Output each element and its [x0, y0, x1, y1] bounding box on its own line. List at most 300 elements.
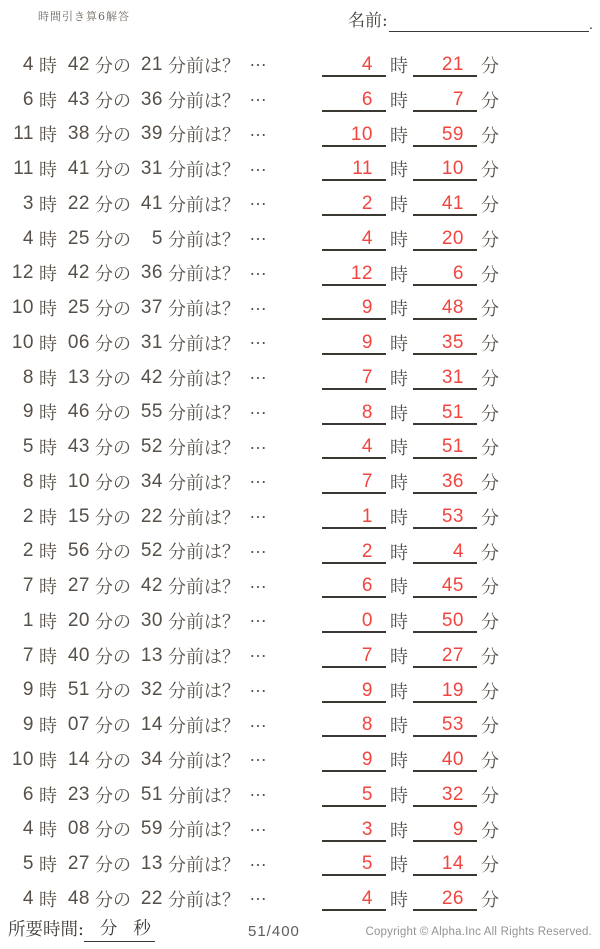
minute-of-label: 分の	[95, 160, 131, 181]
answer-minute-value: 21	[441, 54, 464, 75]
question-subtract-minutes: 36	[140, 88, 163, 110]
answer-hour-blank	[322, 815, 386, 842]
answer-hour-blank	[322, 224, 386, 251]
problem-row	[8, 880, 592, 915]
required-time-minutes-label: 分	[99, 919, 118, 939]
answer-minute-unit-label: 分	[481, 716, 499, 737]
problem-row	[8, 150, 592, 185]
question-minute: 42	[67, 262, 90, 284]
required-time-field	[8, 914, 155, 942]
ellipsis: …	[249, 467, 268, 488]
minutes-before-label: 分前は？	[168, 368, 240, 389]
ellipsis: …	[249, 780, 268, 801]
answer-hour-unit-label: 時	[390, 785, 408, 806]
minute-of-label: 分の	[95, 542, 131, 563]
answer-hour-unit-label: 時	[390, 334, 408, 354]
question-minute: 56	[67, 540, 90, 562]
problem-row	[8, 46, 592, 81]
question-subtract-minutes: 41	[140, 192, 163, 214]
question-hour: 11	[13, 158, 34, 180]
answer-minute-blank	[413, 849, 477, 876]
answer-hour-unit-label: 時	[390, 368, 408, 389]
question-hour: 8	[22, 366, 34, 388]
question-subtract-minutes: 37	[140, 297, 163, 319]
answer-minute-unit-label: 分	[481, 785, 499, 806]
answer-hour-blank	[322, 259, 386, 286]
answer-hour-unit-label: 時	[390, 507, 408, 528]
question-subtract-minutes: 22	[140, 505, 163, 527]
answer-minute-value: 36	[441, 471, 464, 492]
answer-minute-value: 40	[441, 749, 464, 770]
answer-hour-blank	[322, 641, 386, 668]
answer-hour-blank	[322, 606, 386, 633]
answer-minute-value: 51	[441, 401, 464, 423]
answer-hour-blank	[322, 120, 386, 147]
answer-hour-unit-label: 時	[390, 716, 408, 737]
answer-minute-blank	[413, 154, 477, 181]
ellipsis: …	[249, 293, 268, 314]
answer-minute-blank	[413, 259, 477, 286]
question-hour: 2	[22, 540, 34, 562]
question-minute: 14	[67, 748, 90, 770]
problem-row	[8, 533, 592, 568]
required-time-blank-line	[84, 914, 155, 942]
question-hour: 2	[22, 505, 34, 527]
answer-hour-unit-label: 時	[390, 751, 408, 771]
answer-hour-unit-label: 時	[390, 264, 408, 285]
question-subtract-minutes: 42	[140, 575, 163, 597]
minutes-before-label: 分前は？	[168, 194, 240, 215]
answer-hour-value: 0	[361, 610, 373, 631]
question-minute: 07	[67, 714, 90, 736]
answer-hour-value: 4	[361, 54, 373, 75]
answer-hour-unit-label: 時	[390, 890, 408, 910]
minute-of-label: 分の	[95, 820, 131, 841]
minute-of-label: 分の	[95, 785, 131, 806]
minute-of-label: 分の	[95, 646, 131, 667]
minutes-before-label: 分前は？	[168, 125, 240, 146]
minutes-before-label: 分前は？	[168, 889, 240, 910]
answer-hour-value: 4	[361, 227, 373, 249]
answer-hour-blank	[322, 502, 386, 529]
question-subtract-minutes: 21	[140, 53, 163, 75]
question-minute: 40	[67, 644, 90, 666]
ellipsis: …	[249, 849, 268, 870]
question-hour: 7	[22, 575, 34, 597]
hour-unit-label: 時	[39, 785, 57, 806]
answer-minute-value: 59	[441, 123, 464, 145]
minutes-before-label: 分前は？	[168, 90, 240, 111]
problem-row	[8, 706, 592, 741]
answer-minute-blank	[413, 745, 477, 772]
question-hour: 10	[11, 297, 34, 319]
minutes-before-label: 分前は？	[168, 820, 240, 841]
name-line-end-dot: .	[588, 18, 593, 33]
question-minute: 20	[67, 609, 90, 631]
answer-minute-unit-label: 分	[481, 229, 499, 250]
question-subtract-minutes: 30	[140, 609, 163, 631]
question-hour: 1	[22, 609, 34, 631]
answer-minute-unit-label: 分	[481, 507, 499, 528]
ellipsis: …	[249, 606, 268, 627]
answer-hour-value: 5	[361, 853, 373, 875]
minutes-before-label: 分前は？	[168, 646, 240, 667]
answer-hour-unit-label: 時	[390, 299, 408, 320]
answer-minute-unit-label: 分	[481, 125, 499, 146]
answer-minute-value: 31	[441, 366, 464, 388]
question-hour: 9	[22, 401, 34, 423]
answer-hour-blank	[322, 85, 386, 112]
answer-hour-unit-label: 時	[390, 403, 408, 424]
hour-unit-label: 時	[39, 542, 57, 563]
hour-unit-label: 時	[39, 194, 57, 215]
answer-minute-value: 10	[441, 158, 464, 180]
answer-minute-unit-label: 分	[481, 368, 499, 389]
answer-hour-value: 9	[361, 297, 373, 319]
name-field	[348, 6, 593, 32]
question-minute: 43	[67, 88, 90, 110]
minutes-before-label: 分前は？	[168, 472, 240, 493]
answer-minute-unit-label: 分	[481, 646, 499, 667]
answer-hour-unit-label: 時	[390, 438, 408, 459]
problem-row	[8, 672, 592, 707]
answer-minute-unit-label: 分	[481, 90, 499, 111]
answer-minute-blank	[413, 780, 477, 807]
question-hour: 4	[22, 53, 34, 75]
minute-of-label: 分の	[95, 438, 131, 459]
answer-hour-blank	[322, 467, 386, 494]
answer-hour-blank	[322, 293, 386, 320]
question-hour: 9	[22, 714, 34, 736]
question-minute: 25	[67, 227, 90, 249]
question-subtract-minutes: 55	[140, 401, 163, 423]
question-minute: 23	[67, 783, 90, 805]
minute-of-label: 分の	[95, 611, 131, 632]
question-hour: 4	[22, 818, 34, 840]
problem-row	[8, 81, 592, 116]
question-subtract-minutes: 36	[140, 262, 163, 284]
answer-hour-unit-label: 時	[390, 229, 408, 250]
hour-unit-label: 時	[39, 750, 57, 771]
footer	[8, 914, 592, 944]
answer-hour-blank	[322, 154, 386, 181]
question-hour: 5	[22, 436, 34, 458]
ellipsis: …	[249, 432, 268, 453]
question-subtract-minutes: 39	[140, 123, 163, 145]
hour-unit-label: 時	[39, 299, 57, 320]
answer-hour-value: 9	[361, 679, 373, 701]
problem-row	[8, 741, 592, 776]
answer-minute-value: 26	[441, 888, 464, 909]
name-blank-line	[389, 7, 589, 32]
answer-minute-value: 41	[441, 193, 464, 214]
question-subtract-minutes: 52	[140, 436, 163, 458]
problem-row	[8, 567, 592, 602]
ellipsis: …	[249, 814, 268, 835]
question-minute: 13	[67, 366, 90, 388]
answer-hour-unit-label: 時	[390, 612, 408, 632]
answer-minute-value: 53	[441, 505, 464, 527]
question-subtract-minutes: 34	[140, 470, 163, 492]
ellipsis: …	[249, 50, 268, 71]
ellipsis: …	[249, 224, 268, 245]
problem-row	[8, 845, 592, 880]
answer-minute-value: 48	[441, 297, 464, 319]
question-subtract-minutes: 52	[140, 540, 163, 562]
question-minute: 48	[67, 887, 90, 909]
minute-of-label: 分の	[95, 264, 131, 285]
answer-minute-unit-label: 分	[481, 473, 499, 493]
minutes-before-label: 分前は？	[168, 229, 240, 250]
hour-unit-label: 時	[39, 507, 57, 528]
answer-hour-blank	[322, 537, 386, 564]
answer-minute-value: 4	[452, 540, 464, 562]
minutes-before-label: 分前は？	[168, 507, 240, 528]
problem-row	[8, 359, 592, 394]
question-hour: 10	[11, 748, 34, 770]
question-hour: 6	[22, 783, 34, 805]
answer-minute-blank	[413, 363, 477, 390]
question-minute: 38	[67, 123, 90, 145]
answer-minute-blank	[413, 189, 477, 216]
minutes-before-label: 分前は？	[168, 681, 240, 702]
answer-hour-value: 4	[361, 888, 373, 909]
answer-hour-blank	[322, 328, 386, 355]
answer-hour-blank	[322, 189, 386, 216]
answer-hour-unit-label: 時	[390, 577, 408, 598]
minutes-before-label: 分前は？	[168, 611, 240, 632]
hour-unit-label: 時	[39, 646, 57, 667]
question-subtract-minutes: 32	[140, 679, 163, 701]
ellipsis: …	[249, 85, 268, 106]
minute-of-label: 分の	[95, 368, 131, 389]
question-minute: 46	[67, 401, 90, 423]
answer-minute-value: 51	[441, 436, 464, 458]
question-hour: 8	[22, 470, 34, 492]
hour-unit-label: 時	[39, 889, 57, 910]
answer-hour-unit-label: 時	[390, 855, 408, 876]
answer-minute-unit-label: 分	[481, 820, 499, 841]
answer-minute-blank	[413, 328, 477, 355]
answer-minute-blank	[413, 120, 477, 147]
minutes-before-label: 分前は？	[168, 403, 240, 424]
problem-row	[8, 220, 592, 255]
answer-hour-unit-label: 時	[390, 646, 408, 667]
question-subtract-minutes: 34	[140, 748, 163, 770]
minutes-before-label: 分前は？	[168, 333, 240, 354]
answer-minute-value: 32	[441, 783, 464, 805]
answer-minute-unit-label: 分	[481, 264, 499, 285]
minute-of-label: 分の	[95, 90, 131, 111]
question-hour: 5	[22, 853, 34, 875]
answer-hour-value: 6	[361, 575, 373, 597]
question-hour: 9	[22, 679, 34, 701]
answer-minute-unit-label: 分	[481, 890, 499, 910]
problem-row	[8, 289, 592, 324]
answer-minute-value: 19	[441, 679, 464, 701]
minutes-before-label: 分前は？	[168, 750, 240, 771]
answer-minute-blank	[413, 884, 477, 911]
answer-hour-blank	[322, 780, 386, 807]
answer-minute-unit-label: 分	[481, 542, 499, 563]
minute-of-label: 分の	[95, 229, 131, 250]
problem-list	[8, 46, 592, 915]
answer-hour-value: 8	[361, 714, 373, 736]
worksheet-title: 時間引き算6解答	[38, 10, 130, 23]
question-subtract-minutes: 42	[140, 366, 163, 388]
question-minute: 08	[67, 818, 90, 840]
question-subtract-minutes: 14	[140, 714, 163, 736]
answer-hour-unit-label: 時	[390, 160, 408, 181]
name-label: 名前:	[348, 10, 388, 31]
answer-hour-unit-label: 時	[390, 542, 408, 563]
question-subtract-minutes: 51	[140, 783, 163, 805]
question-minute: 27	[67, 575, 90, 597]
question-subtract-minutes: 13	[140, 644, 163, 666]
minute-of-label: 分の	[95, 403, 131, 424]
minute-of-label: 分の	[95, 299, 131, 320]
question-minute: 10	[67, 470, 90, 492]
ellipsis: …	[249, 884, 268, 905]
answer-minute-blank	[413, 467, 477, 494]
question-minute: 43	[67, 436, 90, 458]
minute-of-label: 分の	[95, 507, 131, 528]
answer-hour-value: 9	[361, 332, 373, 353]
minute-of-label: 分の	[95, 55, 131, 76]
problem-row	[8, 811, 592, 846]
minutes-before-label: 分前は？	[168, 160, 240, 181]
minutes-before-label: 分前は？	[168, 855, 240, 876]
hour-unit-label: 時	[39, 125, 57, 146]
answer-minute-blank	[413, 641, 477, 668]
answer-minute-value: 14	[441, 853, 464, 875]
problem-row	[8, 463, 592, 498]
ellipsis: …	[249, 328, 268, 349]
answer-hour-value: 6	[361, 88, 373, 110]
minutes-before-label: 分前は？	[168, 55, 240, 76]
hour-unit-label: 時	[39, 855, 57, 876]
answer-minute-unit-label: 分	[481, 299, 499, 320]
hour-unit-label: 時	[39, 438, 57, 459]
answer-hour-blank	[322, 50, 386, 77]
required-time-seconds-label: 秒	[133, 919, 151, 939]
answer-hour-blank	[322, 432, 386, 459]
minutes-before-label: 分前は？	[168, 264, 240, 285]
problem-row	[8, 776, 592, 811]
question-minute: 22	[67, 192, 90, 214]
answer-hour-value: 8	[361, 401, 373, 423]
answer-minute-unit-label: 分	[481, 681, 499, 702]
ellipsis: …	[249, 502, 268, 523]
ellipsis: …	[249, 745, 268, 766]
minute-of-label: 分の	[95, 333, 131, 354]
question-subtract-minutes: 13	[140, 853, 163, 875]
answer-hour-blank	[322, 398, 386, 425]
answer-minute-blank	[413, 815, 477, 842]
answer-hour-unit-label: 時	[390, 473, 408, 493]
minutes-before-label: 分前は？	[168, 716, 240, 737]
answer-hour-blank	[322, 571, 386, 598]
hour-unit-label: 時	[39, 333, 57, 354]
answer-minute-blank	[413, 502, 477, 529]
problem-row	[8, 394, 592, 429]
problem-row	[8, 428, 592, 463]
minute-of-label: 分の	[95, 125, 131, 146]
answer-minute-blank	[413, 537, 477, 564]
answer-minute-blank	[413, 293, 477, 320]
question-minute: 25	[67, 297, 90, 319]
answer-hour-unit-label: 時	[390, 125, 408, 146]
hour-unit-label: 時	[39, 55, 57, 76]
problem-row	[8, 498, 592, 533]
minutes-before-label: 分前は？	[168, 542, 240, 563]
answer-hour-value: 4	[361, 436, 373, 458]
answer-minute-unit-label: 分	[481, 334, 499, 354]
minutes-before-label: 分前は？	[168, 438, 240, 459]
question-hour: 4	[22, 887, 34, 909]
answer-hour-blank	[322, 710, 386, 737]
minute-of-label: 分の	[95, 750, 131, 771]
minute-of-label: 分の	[95, 855, 131, 876]
minute-of-label: 分の	[95, 889, 131, 910]
answer-hour-blank	[322, 849, 386, 876]
question-subtract-minutes: 31	[140, 331, 163, 353]
answer-hour-value: 9	[361, 749, 373, 770]
ellipsis: …	[249, 536, 268, 557]
hour-unit-label: 時	[39, 472, 57, 493]
answer-hour-unit-label: 時	[390, 820, 408, 841]
question-hour: 12	[11, 262, 34, 284]
problem-row	[8, 637, 592, 672]
question-subtract-minutes: 31	[140, 158, 163, 180]
question-hour: 6	[22, 88, 34, 110]
answer-hour-value: 10	[350, 123, 373, 145]
answer-hour-unit-label: 時	[390, 90, 408, 111]
ellipsis: …	[249, 710, 268, 731]
ellipsis: …	[249, 189, 268, 210]
answer-minute-value: 50	[441, 610, 464, 631]
page-number: 51/400	[248, 923, 300, 940]
question-minute: 41	[67, 158, 90, 180]
hour-unit-label: 時	[39, 403, 57, 424]
ellipsis: …	[249, 154, 268, 175]
answer-minute-value: 35	[441, 332, 464, 353]
answer-minute-blank	[413, 85, 477, 112]
answer-minute-blank	[413, 224, 477, 251]
ellipsis: …	[249, 641, 268, 662]
question-minute: 27	[67, 853, 90, 875]
answer-hour-value: 3	[361, 818, 373, 840]
problem-row	[8, 255, 592, 290]
answer-minute-value: 45	[441, 575, 464, 597]
minutes-before-label: 分前は？	[168, 785, 240, 806]
problem-row	[8, 324, 592, 359]
minute-of-label: 分の	[95, 194, 131, 215]
minute-of-label: 分の	[95, 577, 131, 598]
hour-unit-label: 時	[39, 90, 57, 111]
ellipsis: …	[249, 675, 268, 696]
answer-hour-blank	[322, 676, 386, 703]
answer-minute-blank	[413, 571, 477, 598]
answer-minute-blank	[413, 398, 477, 425]
answer-minute-blank	[413, 676, 477, 703]
answer-minute-unit-label: 分	[481, 56, 499, 76]
minutes-before-label: 分前は？	[168, 299, 240, 320]
answer-minute-value: 27	[441, 644, 464, 666]
answer-hour-blank	[322, 745, 386, 772]
question-hour: 10	[11, 331, 34, 353]
answer-hour-value: 1	[361, 505, 373, 527]
